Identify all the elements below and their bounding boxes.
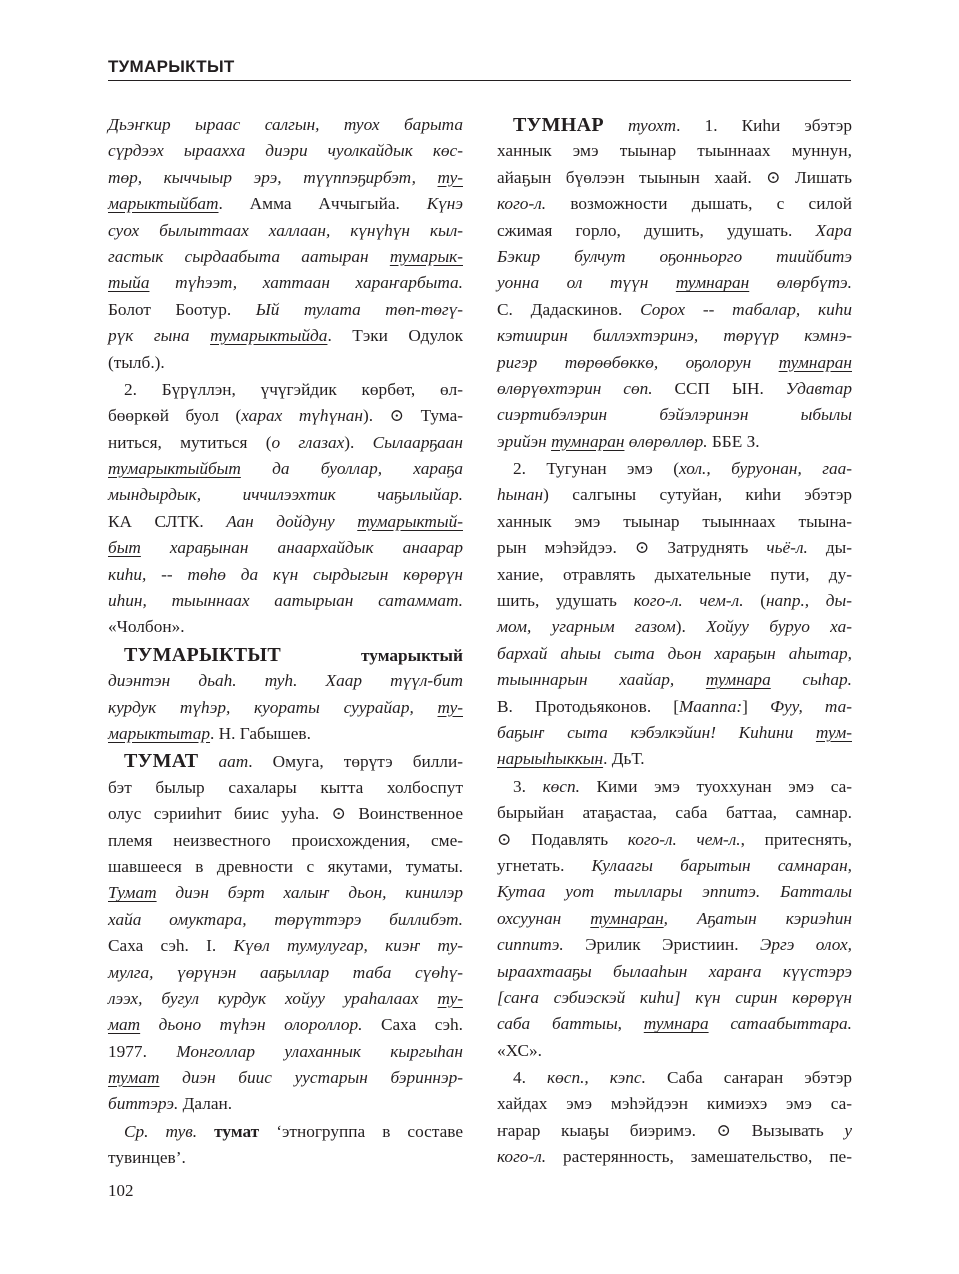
text-line: [108, 482, 463, 508]
text-run: рүк гына: [108, 326, 211, 346]
text-run: Ый тулата төп-төгү-: [255, 299, 463, 319]
text-line: [497, 985, 852, 1011]
underlined-example-word: ту-: [437, 167, 463, 187]
text-run: охсуунан: [497, 908, 591, 928]
text-run: һынан: [497, 485, 544, 505]
text-run: . Амма Аччыгыйа.: [218, 194, 427, 214]
text-run: айаҕын бүөлээн тыынын хаай. ⊙ Лишать: [497, 167, 852, 187]
text-run: Ср. тув.: [124, 1121, 215, 1141]
text-run: түһээт, хаттаан хараҥарбыта.: [149, 273, 463, 293]
underlined-example-word: ту-: [437, 988, 463, 1008]
text-run: «Чолбон».: [108, 617, 185, 637]
text-run: ]: [742, 696, 771, 716]
underlined-example-word: тумнаран: [675, 273, 750, 293]
text-run: Удавтар: [785, 378, 852, 398]
dictionary-paragraph: [497, 1065, 852, 1171]
text-run: Кутаа уот тыллары эппитэ. Батталы: [497, 882, 852, 902]
text-run: кэтиирин биллэхтэринэ, төрүүр кэмнэ-: [497, 326, 852, 346]
text-run: лээх, бугул курдук хойуу ураһалаах: [108, 988, 438, 1008]
underlined-example-word: Тумат: [108, 883, 157, 903]
text-line: [497, 402, 852, 428]
text-run: ).: [344, 432, 373, 452]
text-line: [497, 482, 852, 508]
text-run: Эргэ олох,: [760, 935, 852, 955]
text-run: киһи, -- төһө да күн сырдыгын көрөрүн: [108, 564, 463, 584]
text-line: [108, 907, 463, 933]
right-column: [497, 112, 852, 1172]
text-run: 2. Бүрүллэн, үчүгэйдик көрбөт, өл-: [124, 379, 463, 399]
text-run: ССП ЫН.: [674, 378, 786, 398]
text-line: [108, 1091, 463, 1117]
underlined-example-word: тумнаран: [778, 352, 852, 372]
text-run: ригэр төрөөбөккө, оҕолорун: [497, 352, 779, 372]
text-line: [497, 906, 852, 932]
text-run: 1977.: [108, 1041, 177, 1061]
text-run: харах түһүнан: [241, 406, 364, 426]
text-run: хараҕынан анаархайдык анаарар: [140, 538, 463, 558]
text-line: [108, 403, 463, 429]
text-line: [108, 165, 463, 191]
text-line: [497, 218, 852, 244]
underlined-example-word: тумнаран: [551, 431, 625, 451]
text-run: кого-л.: [497, 194, 547, 214]
text-run: өлөрүөхтэрин сөп.: [497, 378, 675, 398]
text-run: растерянность, замешательство, пе-: [546, 1147, 852, 1167]
text-line: [497, 641, 852, 667]
text-run: [198, 752, 218, 771]
text-line: [497, 827, 852, 853]
text-run: Сорох -- табалар, киһи: [640, 299, 852, 319]
text-run: сиэртибэлэрин бэйэлэринэн ыбылы: [497, 405, 852, 425]
dictionary-paragraph: [497, 774, 852, 1064]
text-line: [108, 191, 463, 217]
text-run: тувинцев’.: [108, 1148, 186, 1168]
text-run: сиппитэ.: [497, 935, 586, 955]
text-run: 3.: [513, 776, 543, 796]
text-line: [497, 1091, 852, 1117]
text-run: (тылб.).: [108, 352, 165, 372]
text-run: сатаабыттара.: [708, 1014, 853, 1034]
text-run: тумарыктый: [361, 645, 463, 665]
text-run: возможности дышать, с силой: [546, 194, 852, 214]
text-line: [497, 1011, 852, 1037]
text-line: [497, 1038, 852, 1064]
text-run: тыыннарын хаайар,: [497, 670, 706, 690]
text-line: [108, 854, 463, 880]
text-run: Күөл тумулугар, киэҥ ту-: [233, 936, 463, 956]
text-run: өлөрбүтэ.: [749, 273, 852, 293]
text-line: [108, 748, 463, 774]
text-run: көсп.: [542, 776, 580, 796]
text-run: . Омуга, төрүтэ билли-: [248, 752, 463, 772]
underlined-example-word: тумарык-: [389, 246, 463, 266]
text-run: С. Дадаскинов.: [497, 299, 641, 319]
page-number: 102: [108, 1181, 134, 1200]
text-run: Хойуу буруо ха-: [706, 617, 852, 637]
text-run: [саҥа сэбиэскэй киһи] күн сирин көрөрүн: [497, 987, 852, 1007]
text-run: диэнтэн дьаһ. туһ. Хаар түүл-бит: [108, 671, 463, 691]
underlined-example-word: нарыыһыккын: [497, 749, 604, 769]
text-run: хол., буруонан, гаа-: [679, 459, 852, 479]
text-run: ⊙ Подавлять: [497, 829, 628, 849]
text-run: иһин, тыыннаах аатырыан сатаммат.: [108, 591, 463, 611]
text-run: бэт былыр сахалары кытта холбоспут: [108, 777, 463, 797]
text-line: [497, 376, 852, 402]
text-run: кого-л. чем-л.: [633, 591, 744, 611]
text-line: [497, 879, 852, 905]
text-run: бырыйан атаҕастаа, саба баттаа, самнар.: [497, 803, 852, 823]
text-line: [497, 746, 852, 772]
text-run: о глазах: [271, 432, 345, 452]
text-run: Бэкир булчут оҕонньорго тиийбитэ: [497, 246, 852, 266]
headword: ТУМАРЫКТЫТ: [124, 643, 282, 666]
text-run: . Тэки Одулок: [327, 326, 463, 346]
text-run: Саха сэһ.: [380, 1015, 464, 1035]
text-line: [108, 297, 463, 323]
text-run: Кулаагы барытын самнаран,: [591, 855, 852, 875]
text-line: [108, 270, 463, 296]
text-run: сжимая горло, душить, удушать.: [497, 220, 816, 240]
underlined-example-word: марыктытар: [108, 723, 211, 743]
text-run: [604, 116, 628, 135]
text-line: [108, 828, 463, 854]
text-line: [108, 562, 463, 588]
underlined-example-word: тумнара: [705, 670, 771, 690]
text-line: [108, 880, 463, 906]
text-run: сыһар.: [770, 670, 852, 690]
underlined-example-word: тумарыктый-: [357, 511, 463, 531]
text-line: [108, 350, 463, 376]
text-line: [108, 960, 463, 986]
text-line: [108, 1119, 463, 1145]
text-run: угнетать.: [497, 855, 592, 875]
text-line: [108, 218, 463, 244]
text-line: [108, 509, 463, 535]
text-line: [497, 535, 852, 561]
text-run: бархай аһыы сыта дьон хараҕын аһытар,: [497, 643, 852, 663]
text-run: ‘этногруппа в составе: [259, 1121, 463, 1141]
text-line: [497, 456, 852, 482]
text-run: туохт: [628, 116, 677, 135]
text-line: [497, 588, 852, 614]
text-line: [108, 775, 463, 801]
underlined-example-word: тумнара: [643, 1014, 709, 1034]
text-line: [497, 667, 852, 693]
text-line: [108, 244, 463, 270]
text-line: [497, 1065, 852, 1091]
text-line: [497, 112, 852, 138]
text-line: [108, 430, 463, 456]
text-line: [108, 695, 463, 721]
underlined-example-word: ту-: [437, 697, 463, 717]
text-line: [108, 933, 463, 959]
underlined-example-word: тумарыктыйбыт: [108, 459, 241, 479]
text-run: ыраахтааҕы былааһын хараҥа күүстэрэ: [497, 961, 852, 981]
text-run: ҥарар кыаҕы биэримэ. ⊙ Вызывать: [497, 1120, 845, 1140]
text-run: ды-: [807, 538, 852, 558]
text-run: Мааппа:: [679, 696, 743, 716]
text-run: , Аҕатын кэриэһин: [663, 908, 852, 928]
text-run: олус сэрииһит биис ууһа. ⊙ Воинственное: [108, 804, 463, 824]
dictionary-paragraph: [108, 748, 463, 1117]
text-run: 2. Тугунан эмэ (: [513, 459, 680, 479]
text-line: [497, 932, 852, 958]
text-run: тумат: [214, 1121, 260, 1141]
text-run: кого-л.: [497, 1147, 547, 1167]
text-run: уонна ол түүн: [497, 273, 676, 293]
text-line: [108, 642, 463, 668]
text-run: Эрилик Эристиин.: [585, 935, 761, 955]
text-line: [108, 138, 463, 164]
text-line: [497, 720, 852, 746]
text-run: рын мэһэйдээ. ⊙ Затруднять: [497, 538, 767, 558]
text-run: өлөрөллөр.: [624, 431, 712, 451]
text-run: . 1. Киһи эбэтэр: [676, 116, 852, 135]
text-line: [497, 165, 852, 191]
text-line: [108, 668, 463, 694]
text-run: Кими эмэ туоххунан эмэ са-: [579, 776, 853, 796]
text-line: [497, 350, 852, 376]
text-line: [497, 774, 852, 800]
text-run: Фуу, та-: [770, 696, 852, 716]
headword: ТУМНАР: [513, 114, 604, 136]
text-run: дьоно түһэн олороллор.: [140, 1015, 381, 1035]
text-run: . ДьТ.: [603, 749, 645, 769]
text-run: чьё-л.: [766, 538, 808, 558]
text-run: ) салгыны сутуйан, киһи эбэтэр: [543, 485, 852, 505]
text-line: [497, 959, 852, 985]
text-run: 4.: [513, 1068, 548, 1088]
text-run: хайдах эмэ мэһэйдээн кимиэхэ эмэ са-: [497, 1094, 852, 1114]
text-line: [497, 1144, 852, 1170]
text-run: сүрдээх ыраахха диэри чуолкайдык көс-: [108, 141, 463, 161]
underlined-example-word: тумарыктыйда: [210, 326, 328, 346]
text-run: [281, 646, 361, 665]
text-run: да буоллар, хараҕа: [240, 459, 463, 479]
text-run: Далан.: [182, 1094, 233, 1114]
text-line: [108, 1065, 463, 1091]
text-line: [108, 1012, 463, 1038]
underlined-example-word: тумнаран: [590, 908, 664, 928]
dictionary-paragraph: [108, 112, 463, 376]
text-run: , притеснять,: [740, 829, 852, 849]
text-line: [108, 456, 463, 482]
text-line: [497, 853, 852, 879]
text-run: мом, угарным газом: [497, 617, 676, 637]
text-run: Монголлар улаханнык кыргыһан: [176, 1041, 464, 1061]
text-run: Саба саҥаран эбэтэр: [645, 1068, 853, 1088]
text-run: саба баттыы,: [497, 1014, 644, 1034]
text-line: [497, 614, 852, 640]
header-rule: [108, 80, 851, 81]
text-run: көсп., кэпс.: [547, 1068, 646, 1088]
text-run: напр., ды-: [765, 591, 852, 611]
text-line: [497, 1118, 852, 1144]
dictionary-paragraph: [108, 377, 463, 641]
text-run: ).: [675, 617, 707, 637]
text-run: хание, отравлять дыхательные пути, ду-: [497, 564, 852, 584]
text-run: хайа омуктара, төрүттэрэ биллибэт.: [108, 909, 463, 929]
underlined-example-word: мат: [108, 1015, 141, 1035]
text-line: [108, 1039, 463, 1065]
text-line: [497, 244, 852, 270]
text-run: КА СЛТК.: [108, 511, 227, 531]
text-line: [497, 562, 852, 588]
text-run: Саха сэһ. I.: [108, 936, 234, 956]
running-head: ТУМАРЫКТЫТ: [108, 57, 235, 76]
text-run: шить, удушать: [497, 591, 634, 611]
text-run: племя неизвестного происхождения, сме-: [108, 830, 463, 850]
underlined-example-word: тыйа: [108, 273, 150, 293]
text-run: бөөркөй буол (: [108, 406, 242, 426]
text-run: баҕыҥ сыта кэбэлкэйин! Киһини: [497, 722, 816, 742]
text-run: Дьэҥкир ыраас салгын, туох барыта: [108, 115, 463, 134]
text-line: [497, 270, 852, 296]
text-line: [497, 138, 852, 164]
left-column: [108, 112, 463, 1173]
text-line: [108, 588, 463, 614]
text-run: мулга, үөрүнэн ааҕыллар таба сүөһү-: [108, 962, 463, 982]
text-run: Сылаарҕаан: [372, 432, 463, 452]
text-run: төр, кыччыыр эрэ, түүппэҕирбэт,: [108, 167, 438, 187]
dictionary-paragraph: [497, 456, 852, 773]
text-run: мындырдык, иччилээхтик чаҕылыйар.: [108, 485, 463, 505]
text-line: [497, 509, 852, 535]
text-line: [497, 191, 852, 217]
text-line: [497, 429, 852, 455]
text-run: Болот Боотур.: [108, 299, 256, 319]
text-run: биттэрэ.: [108, 1094, 183, 1114]
dictionary-paragraph: [108, 642, 463, 748]
text-line: [497, 297, 852, 323]
text-run: ББЕ З.: [711, 431, 760, 451]
text-line: [108, 1145, 463, 1171]
text-run: Аан дойдуну: [226, 511, 358, 531]
text-run: суох былыттаах халлаан, күнүһүн кыл-: [108, 220, 463, 240]
underlined-example-word: тумат: [108, 1068, 160, 1088]
text-run: Күнэ: [426, 194, 463, 214]
underlined-example-word: марыктыйбат: [108, 194, 219, 214]
dictionary-paragraph: [497, 112, 852, 455]
text-run: . Н. Габышев.: [210, 723, 311, 743]
text-run: ханнык эмэ тыынар тыыннаах тыына-: [497, 511, 852, 531]
text-line: [108, 323, 463, 349]
text-run: эрийэн: [497, 431, 552, 451]
text-run: ниться, мутиться (: [108, 432, 272, 452]
text-line: [108, 535, 463, 561]
text-run: «ХС».: [497, 1040, 542, 1060]
text-line: [108, 614, 463, 640]
text-run: гастык сырдаабыта аатыран: [108, 246, 390, 266]
text-run: ). ⊙ Тума-: [363, 406, 464, 426]
text-run: диэн бэрт халыҥ дьон, кинилэр: [156, 883, 463, 903]
text-run: В. Протодьяконов. [: [497, 696, 680, 716]
text-line: [108, 112, 463, 138]
dictionary-paragraph: [108, 1119, 463, 1172]
text-run: аат: [218, 752, 249, 772]
text-run: Хара: [815, 220, 852, 240]
text-line: [497, 694, 852, 720]
text-run: ханнык эмэ тыынар тыыннаах муннун,: [497, 141, 852, 161]
text-run: курдук түһэр, куораты суурайар,: [108, 697, 438, 717]
text-run: диэн биис уустарын бэриннэр-: [159, 1068, 463, 1088]
underlined-example-word: тум-: [815, 722, 852, 742]
text-line: [108, 721, 463, 747]
text-run: (: [743, 591, 766, 611]
text-line: [108, 801, 463, 827]
text-run: кого-л. чем-л.: [627, 829, 741, 849]
text-line: [108, 377, 463, 403]
headword: ТУМАТ: [124, 750, 199, 773]
underlined-example-word: быт: [108, 538, 141, 558]
text-line: [108, 986, 463, 1012]
text-run: у: [844, 1120, 852, 1140]
text-line: [497, 323, 852, 349]
text-run: шавшееся в древности с якутами, туматы.: [108, 856, 463, 876]
text-line: [497, 800, 852, 826]
